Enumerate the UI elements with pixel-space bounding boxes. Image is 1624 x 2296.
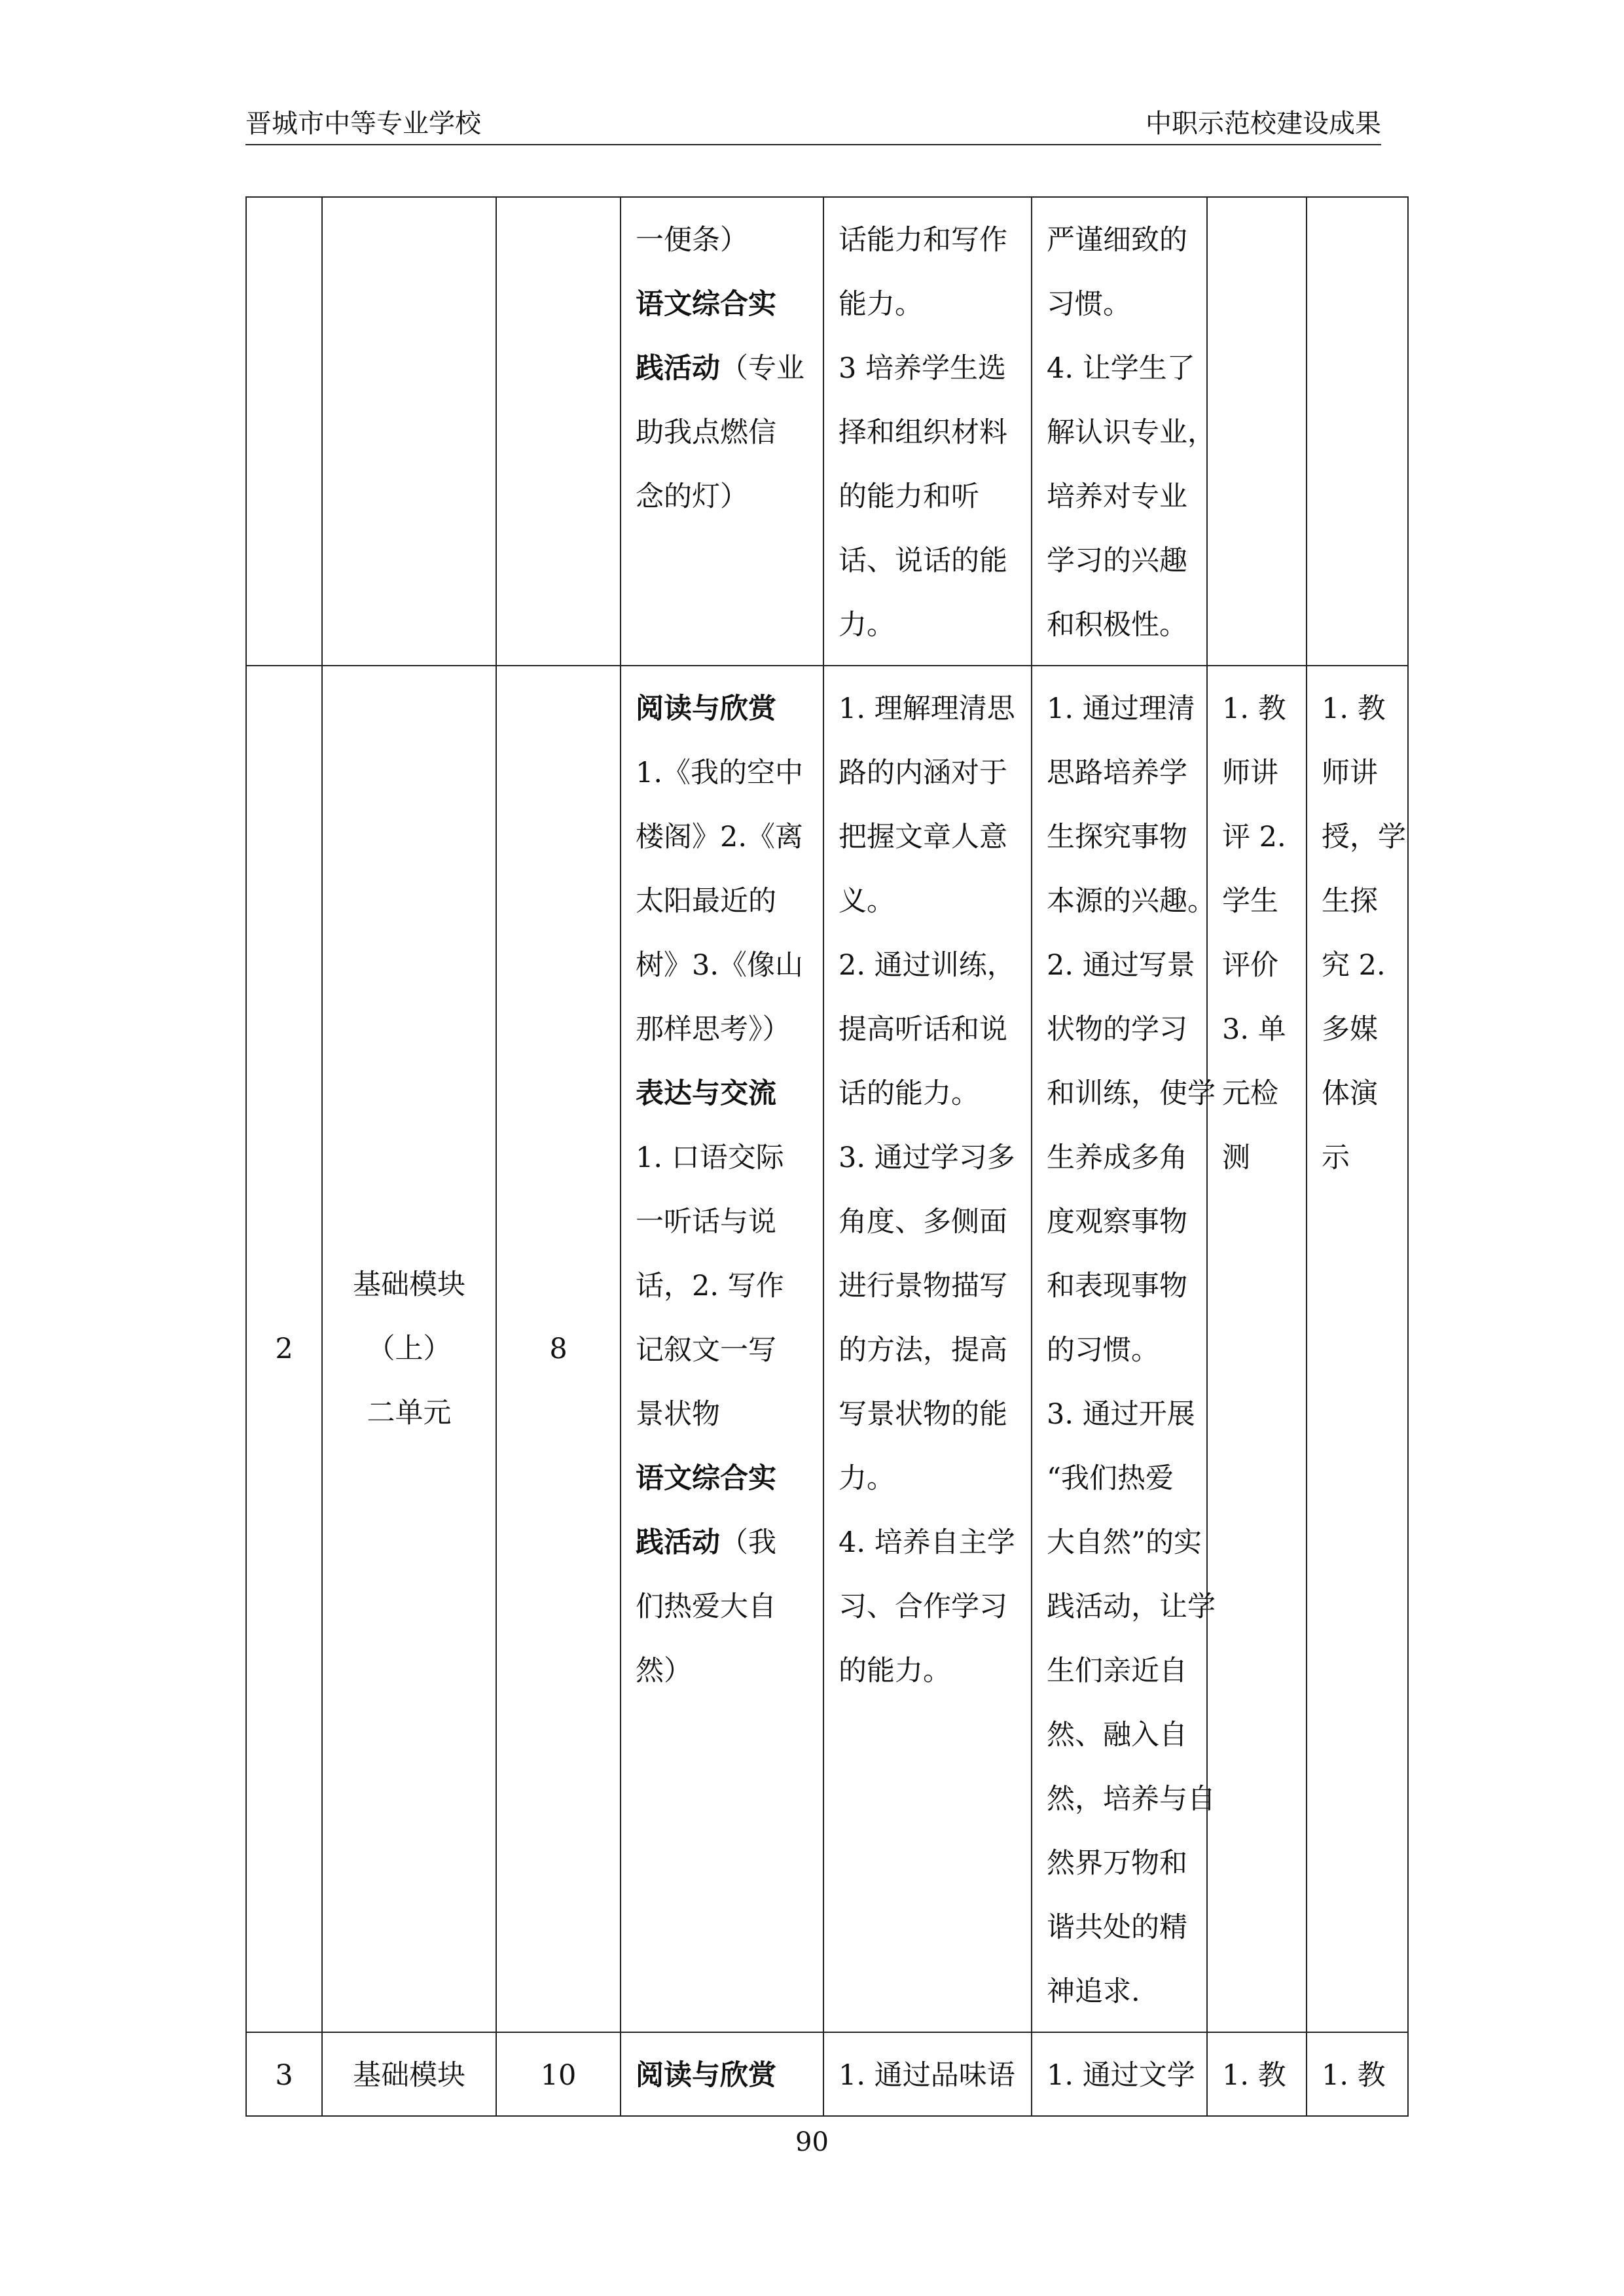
cell-evaluation (1207, 2032, 1307, 2116)
ability-line: 择和组织材料 (839, 416, 1007, 449)
ability-line: 习、合作学习 (839, 1590, 1007, 1623)
evaluation-line: 3. 单 (1222, 1013, 1286, 1046)
ability-line: 3 培养学生选 (839, 352, 1007, 385)
ability-line: 话的能力。 (839, 1077, 979, 1110)
content-text: 语文综合实 (636, 1462, 776, 1495)
content-text: 阅读与欣赏 (636, 2059, 776, 2092)
content-line (636, 1575, 808, 1639)
content-line (636, 805, 808, 869)
quality-line: 神追求. (1047, 1975, 1140, 2008)
content-line (636, 741, 808, 805)
method-line: 生探 (1322, 885, 1378, 918)
ability-line: 1. 理解理清思 (839, 692, 1015, 725)
content-line (636, 869, 808, 933)
quality-line: 思路培养学 (1047, 757, 1187, 789)
method-line: 1. 教 (1322, 2059, 1386, 2092)
content-text: 念的灯） (636, 480, 748, 513)
cell-number (246, 197, 322, 666)
content-line (636, 933, 808, 997)
ability-line: 4. 培养自主学 (839, 1526, 1015, 1559)
cell-hours: 10 (496, 2032, 621, 2116)
evaluation-line: 师讲 (1222, 757, 1278, 789)
ability-line: 路的内涵对于 (839, 757, 1007, 789)
ability-line: 进行景物描写 (839, 1270, 1007, 1302)
content-text: 话，2. 写作 (636, 1270, 784, 1302)
school-name: 晋城市中等专业学校 (245, 109, 481, 139)
evaluation-line: 元检 (1222, 1077, 1278, 1110)
content-line (636, 1190, 808, 1254)
content-line (636, 465, 808, 529)
quality-line: 谐共处的精 (1047, 1911, 1187, 1944)
cell-quality-goals (1032, 666, 1216, 2032)
content-line (636, 272, 808, 336)
quality-line: 和训练，使学 (1047, 1077, 1216, 1110)
content-line (636, 1318, 808, 1382)
cell-teaching-method (1307, 197, 1408, 666)
table-row (246, 197, 1408, 666)
content-text: 一便条） (636, 224, 748, 257)
quality-line: 大自然”的实 (1047, 1526, 1202, 1559)
quality-line: 1. 通过文学 (1047, 2059, 1195, 2092)
content-line (636, 1126, 808, 1190)
content-text: 楼阁》2.《离 (636, 821, 804, 853)
cell-number: 2 (246, 666, 322, 2032)
cell-content (621, 666, 823, 2032)
quality-line: “我们热爱 (1047, 1462, 1174, 1495)
ability-line: 3. 通过学习多 (839, 1141, 1015, 1174)
ability-line: 2. 通过训练， (839, 949, 1015, 982)
cell-module (322, 197, 496, 666)
content-text: 践活动 (636, 1526, 720, 1559)
content-text: 一听话与说 (636, 1206, 776, 1238)
content-line (636, 1382, 808, 1446)
content-text: 景状物 (636, 1398, 720, 1431)
cell-quality-goals (1032, 197, 1216, 666)
content-suffix: （专业 (720, 352, 804, 385)
quality-line: 学习的兴趣 (1047, 545, 1187, 577)
cell-module (322, 2032, 496, 2116)
ability-line: 话、说话的能 (839, 545, 1007, 577)
quality-line: 生养成多角 (1047, 1141, 1187, 1174)
content-text: 然） (636, 1655, 692, 1687)
quality-line: 的习惯。 (1047, 1334, 1159, 1367)
page-number: 90 (795, 2127, 829, 2157)
cell-module (322, 666, 496, 2032)
quality-line: 生探究事物 (1047, 821, 1187, 853)
evaluation-line: 评 2. (1222, 821, 1286, 853)
module-line: （上） (367, 1333, 452, 1365)
content-text: 1. 口语交际 (636, 1141, 784, 1174)
quality-line: 然、融入自 (1047, 1719, 1187, 1751)
content-text: 记叙文一写 (636, 1334, 776, 1367)
method-line: 体演 (1322, 1077, 1378, 1110)
content-text: 们热爱大自 (636, 1590, 776, 1623)
evaluation-line: 1. 教 (1222, 2059, 1286, 2092)
cell-evaluation (1207, 197, 1307, 666)
module-line: 基础模块 (353, 1268, 465, 1301)
table-row (246, 2032, 1408, 2116)
cell-teaching-method (1307, 666, 1408, 2032)
content-line (636, 1639, 808, 1703)
ability-line: 的能力。 (839, 1655, 951, 1687)
cell-hours: 8 (496, 666, 621, 2032)
content-text: 助我点燃信 (636, 416, 776, 449)
method-line: 究 2. (1322, 949, 1386, 982)
quality-line: 和表现事物 (1047, 1270, 1187, 1302)
content-line (636, 1254, 808, 1318)
page-header (245, 111, 1381, 145)
ability-line: 把握文章人意 (839, 821, 1007, 853)
method-line: 1. 教 (1322, 692, 1386, 725)
evaluation-line: 评价 (1222, 949, 1278, 982)
cell-content (621, 197, 823, 666)
cell-ability-goals (823, 666, 1032, 2032)
content-text: 语文综合实 (636, 288, 776, 321)
quality-line: 习惯。 (1047, 288, 1131, 321)
table-row (246, 666, 1408, 2032)
content-line (636, 677, 808, 741)
quality-line: 本源的兴趣。 (1047, 885, 1216, 918)
content-line (636, 208, 808, 272)
cell-content (621, 2032, 823, 2116)
quality-line: 生们亲近自 (1047, 1655, 1187, 1687)
content-text: 1.《我的空中 (636, 757, 804, 789)
content-line (636, 401, 808, 465)
quality-line: 状物的学习 (1047, 1013, 1187, 1046)
ability-line: 角度、多侧面 (839, 1206, 1007, 1238)
cell-number: 3 (246, 2032, 322, 2116)
content-text: 树》3.《像山 (636, 949, 804, 982)
ability-line: 力。 (839, 609, 895, 641)
document-title: 中职示范校建设成果 (1146, 109, 1381, 139)
cell-hours (496, 197, 621, 666)
quality-line: 1. 通过理清 (1047, 692, 1195, 725)
content-text: 表达与交流 (636, 1077, 776, 1110)
method-line: 示 (1322, 1141, 1350, 1174)
quality-line: 和积极性。 (1047, 609, 1187, 641)
content-line (636, 336, 808, 401)
evaluation-line: 学生 (1222, 885, 1278, 918)
quality-line: 然，培养与自 (1047, 1783, 1216, 1816)
content-line (636, 1062, 808, 1126)
content-line (636, 997, 808, 1062)
quality-line: 严谨细致的 (1047, 224, 1187, 257)
quality-line: 然界万物和 (1047, 1847, 1187, 1880)
quality-line: 4. 让学生了 (1047, 352, 1195, 385)
ability-line: 提高听话和说 (839, 1013, 1007, 1046)
content-text: 阅读与欣赏 (636, 692, 776, 725)
quality-line: 践活动，让学 (1047, 1590, 1216, 1623)
method-line: 多媒 (1322, 1013, 1378, 1046)
quality-line: 培养对专业 (1047, 480, 1187, 513)
ability-line: 力。 (839, 1462, 895, 1495)
ability-line: 能力。 (839, 288, 923, 321)
content-text: 太阳最近的 (636, 885, 776, 918)
ability-line: 1. 通过品味语 (839, 2059, 1015, 2092)
cell-evaluation (1207, 666, 1307, 2032)
method-line: 授，学 (1322, 821, 1406, 853)
ability-line: 义。 (839, 885, 895, 918)
ability-line: 的方法，提高 (839, 1334, 1007, 1367)
cell-teaching-method (1307, 2032, 1408, 2116)
quality-line: 3. 通过开展 (1047, 1398, 1195, 1431)
curriculum-table (245, 196, 1409, 2117)
content-suffix: （我 (720, 1526, 776, 1559)
quality-line: 度观察事物 (1047, 1206, 1187, 1238)
module-line: 基础模块 (353, 2059, 465, 2092)
ability-line: 话能力和写作 (839, 224, 1007, 257)
content-text: 践活动 (636, 352, 720, 385)
evaluation-line: 1. 教 (1222, 692, 1286, 725)
content-text: 那样思考》） (636, 1013, 791, 1046)
content-line (636, 1446, 808, 1511)
ability-line: 写景状物的能 (839, 1398, 1007, 1431)
ability-line: 的能力和听 (839, 480, 979, 513)
cell-ability-goals (823, 2032, 1032, 2116)
cell-quality-goals (1032, 2032, 1207, 2116)
quality-line: 2. 通过写景 (1047, 949, 1195, 982)
method-line: 师讲 (1322, 757, 1378, 789)
content-line (636, 1511, 808, 1575)
module-line: 二单元 (367, 1397, 452, 1429)
evaluation-line: 测 (1222, 1141, 1250, 1174)
quality-line: 解认识专业， (1047, 416, 1216, 449)
cell-ability-goals (823, 197, 1032, 666)
content-line (636, 2043, 808, 2108)
